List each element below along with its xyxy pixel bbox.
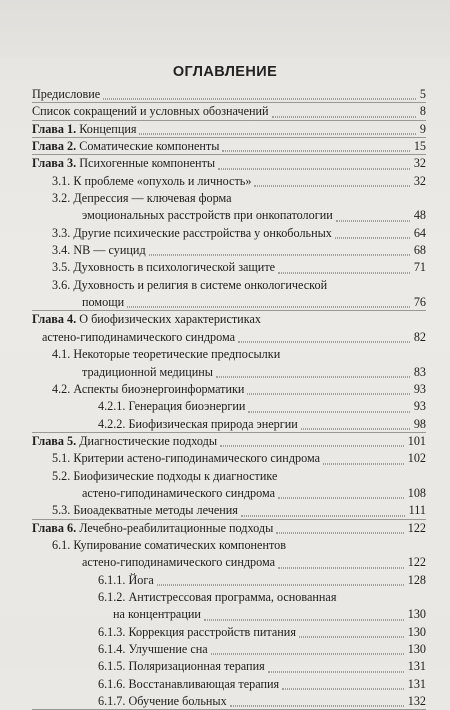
chapter-label: Глава 6. — [32, 520, 77, 535]
entry-text: 3.2. Депрессия — ключевая форма — [52, 191, 232, 206]
toc-entry — [32, 329, 426, 346]
toc-entry-title — [32, 121, 136, 138]
page-number: 68 — [413, 243, 426, 258]
entry-text: астено-гиподинамического синдрома — [82, 555, 276, 570]
toc-entry — [32, 173, 426, 190]
entry-text: астено-гиподинамического синдрома — [82, 485, 276, 500]
page-number: 5 — [419, 87, 426, 101]
chapter-label: Глава 4. — [32, 312, 77, 327]
toc-entry-title — [82, 485, 275, 502]
dot-leader — [238, 324, 410, 342]
dot-leader — [282, 671, 404, 689]
entry-text: 6.1.1. Йога — [98, 572, 154, 587]
page-number: 131 — [407, 676, 426, 691]
toc-entry-title — [82, 207, 333, 224]
page-number: 32 — [413, 173, 426, 188]
dot-leader — [335, 220, 410, 238]
page-number: 71 — [413, 260, 426, 275]
toc-entry-title — [42, 329, 235, 346]
entry-text: 6.1. Купирование соматических компонентов — [52, 537, 287, 552]
toc-entry-title — [32, 103, 269, 120]
page-number: 111 — [408, 503, 426, 518]
entry-text: 3.1. К проблеме «опухоль и личность» — [52, 173, 252, 188]
toc-entry-title — [52, 502, 238, 519]
entry-text: 5.2. Биофизические подходы к диагностике — [52, 468, 278, 483]
page-number: 122 — [407, 520, 426, 535]
toc-entry-title — [52, 381, 244, 398]
page-number: 83 — [413, 364, 426, 379]
dot-leader — [268, 654, 404, 672]
dot-leader — [103, 82, 416, 100]
entry-text: Предисловие — [32, 87, 101, 101]
page-number: 108 — [407, 485, 426, 500]
page-number: 32 — [413, 156, 426, 171]
toc-entry-title — [52, 277, 327, 294]
toc-entry-title — [52, 259, 275, 276]
page-number: 132 — [407, 694, 426, 709]
previous-page-bleed — [0, 0, 450, 58]
entry-text: на концентрации — [113, 607, 201, 622]
toc-entry-title — [52, 346, 280, 363]
toc-entry-title — [98, 572, 154, 589]
entry-text: 4.1. Некоторые теоретические предпосылки — [52, 347, 281, 362]
entry-text: 5.3. Биоадекватные методы лечения — [52, 503, 238, 518]
page-title: ОГЛАВЛЕНИЕ — [172, 64, 278, 80]
page-number: 93 — [413, 399, 426, 414]
entry-text: 6.1.6. Восстанавливающая терапия — [98, 676, 280, 691]
entry-text: 4.2.2. Биофизическая природа энергии — [98, 416, 298, 431]
page-number: 130 — [407, 624, 426, 639]
page-number: 128 — [407, 572, 426, 587]
entry-text: О биофизических характеристиках — [79, 312, 261, 327]
page-number: 8 — [419, 104, 426, 119]
entry-text: 4.2. Аспекты биоэнергоинформатики — [52, 381, 245, 396]
entry-text: 5.1. Критерии астено-гиподинамического синдрома — [52, 451, 321, 466]
dot-leader — [276, 515, 404, 533]
entry-text: Концепция — [79, 121, 137, 136]
toc-entry-title — [113, 606, 201, 623]
entry-text: Психогенные компоненты — [79, 156, 216, 171]
dot-leader — [272, 99, 416, 117]
entry-text: Соматические компоненты — [79, 139, 220, 154]
page-number: 82 — [413, 329, 426, 344]
entry-text: 6.1.2. Антистрессовая программа, основанная — [98, 589, 337, 604]
toc-entry-title — [98, 398, 245, 415]
entry-text: 3.3. Другие психические расстройства у онкобольных — [52, 225, 332, 240]
page-number: 15 — [413, 139, 426, 154]
entry-text: помощи — [82, 295, 125, 310]
entry-text: 3.5. Духовность в психологической защите — [52, 260, 276, 275]
toc-entry — [32, 450, 426, 467]
entry-text: астено-гиподинамического синдрома — [42, 329, 236, 344]
toc-entry-title — [98, 416, 298, 433]
dot-leader — [323, 446, 404, 464]
page-number: 122 — [407, 555, 426, 570]
toc-entry-title — [52, 468, 277, 485]
page-number: 48 — [413, 208, 426, 223]
toc-entry-title — [32, 433, 217, 450]
toc-entry-title — [32, 520, 273, 537]
toc-entry — [32, 693, 426, 710]
dot-leader — [278, 550, 404, 568]
page-number: 9 — [419, 121, 426, 136]
chapter-label: Глава 3. — [32, 156, 77, 171]
dot-leader — [301, 411, 410, 429]
toc-entry-title — [52, 173, 251, 190]
toc-entry-title — [98, 658, 265, 675]
entry-text: 3.4. NB — суицид — [52, 243, 146, 258]
toc-entry-title — [52, 225, 332, 242]
dot-leader — [278, 480, 404, 498]
page-number: 98 — [413, 416, 426, 431]
toc-entry-title — [98, 676, 279, 693]
toc-entry — [32, 259, 426, 276]
dot-leader — [218, 151, 410, 169]
page-number: 101 — [407, 433, 426, 448]
toc-entry — [32, 572, 426, 589]
dot-leader — [278, 255, 410, 273]
entry-text: традиционной медицины — [82, 364, 213, 379]
toc-entry-title — [32, 138, 219, 155]
toc-entry — [32, 520, 426, 537]
toc-entry-title — [82, 554, 275, 571]
entry-text: 3.6. Духовность и религия в системе онкологической — [52, 277, 328, 292]
toc-entry-title — [32, 155, 215, 172]
toc-entry-title — [98, 624, 296, 641]
page-number: 64 — [413, 225, 426, 240]
entry-text: Лечебно-реабилитационные подходы — [79, 520, 274, 535]
entry-text: Диагностические подходы — [79, 433, 218, 448]
toc-entry-title — [52, 537, 286, 554]
toc-entry-title — [98, 641, 208, 658]
toc-entry-title — [52, 190, 232, 207]
toc-entry-title — [82, 294, 124, 311]
toc-entry-title — [32, 86, 100, 103]
chapter-label: Глава 1. — [32, 121, 77, 136]
table-of-contents — [32, 86, 426, 710]
entry-text: 6.1.7. Обучение больных — [98, 694, 227, 709]
entry-text: 4.2.1. Генерация биоэнергии — [98, 399, 246, 414]
entry-text: эмоциональных расстройств при онкопатологии — [82, 208, 333, 223]
page-number: 102 — [407, 451, 426, 466]
toc-entry-title — [98, 693, 227, 710]
entry-text: 6.1.3. Коррекция расстройств питания — [98, 624, 296, 639]
toc-entry — [32, 294, 426, 311]
page-number: 130 — [407, 607, 426, 622]
toc-entry-title — [98, 589, 336, 606]
chapter-label: Глава 2. — [32, 139, 77, 154]
page-number: 93 — [413, 381, 426, 396]
toc-entry-title — [52, 242, 146, 259]
toc-entry-title — [32, 311, 261, 328]
dot-leader — [222, 134, 410, 152]
dot-leader — [254, 168, 410, 186]
dot-leader — [247, 376, 410, 394]
page-number: 76 — [413, 295, 426, 310]
entry-text: Список сокращений и условных обозначений — [32, 104, 269, 119]
dot-leader — [299, 619, 404, 637]
toc-entry-title — [52, 450, 320, 467]
page-number: 131 — [407, 659, 426, 674]
dot-leader — [336, 203, 410, 221]
dot-leader — [248, 394, 410, 412]
page-number: 130 — [407, 642, 426, 656]
toc-entry-title — [82, 364, 213, 381]
chapter-label: Глава 5. — [32, 433, 77, 448]
entry-text: 6.1.5. Поляризационная терапия — [98, 659, 265, 674]
entry-text: 6.1.4. Улучшение сна — [98, 642, 208, 656]
